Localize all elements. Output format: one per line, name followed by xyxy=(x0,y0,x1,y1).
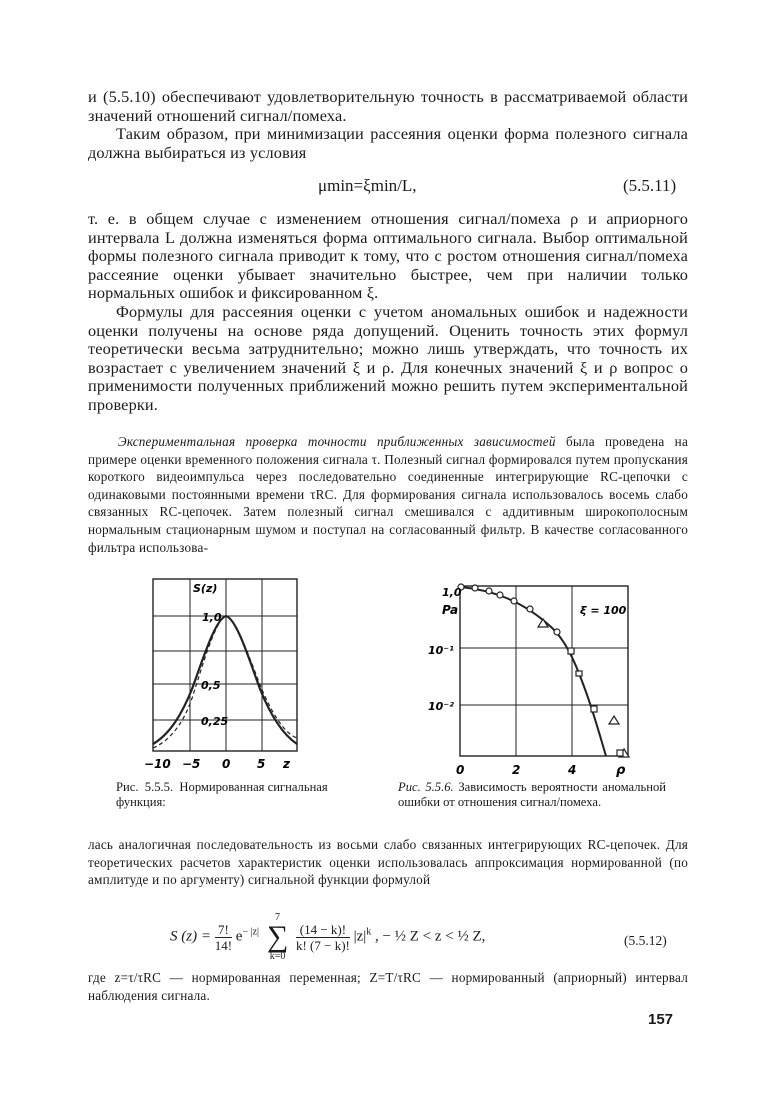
caption-text: Нормированная сигнальная функция: xyxy=(116,780,328,809)
exp-base: e xyxy=(235,928,243,945)
x-tick-0: 0 xyxy=(222,757,231,771)
paragraph-formulas: Формулы для рассеяния оценки с учетом аномальных ошибок и надежности оценки получены на основе ряда допущений. Оценить точность этих формул теоретически весьма затруднительно; можно лишь утверждать, что точность их возрастает с увеличением значений ξ и ρ. Для конечных значений ξ и ρ вопрос о применимости полученных приближений можно решить путем экспериментальной проверки. xyxy=(88,301,688,414)
caption-fig-5-5-5 xyxy=(116,780,366,810)
formula-lhs: S (z) = xyxy=(170,928,211,945)
y-tick-05: 0,5 xyxy=(201,679,221,692)
caption-number: 5.5.5. xyxy=(144,780,174,794)
italic-lead: Экспериментальная проверка точности приближенных зависимостей xyxy=(118,434,556,449)
paragraph-ie: т. е. в общем случае с изменением отношения сигнал/помеха ρ и априорного интервала L должна изменяться форма оптимального сигнала. Выбор оптимальной формы полезного сигнала приводит к тому, что с ростом отношения сигнал/помеха рассеяние оценки убывает значительно быстрее, чем при наличии только нормальных ошибок и фиксированном ξ. xyxy=(88,209,688,303)
y-tick-1e-1: 10⁻¹ xyxy=(428,644,454,657)
paragraph-body: была проведена на примере оценки временного положения сигнала τ. Полезный сигнал формировался путем пропускания короткого видеоимпульса через последовательно соединенные интегрирующие RC-цепочки с одинаковыми постоянными времени τRC. Для формирования сигнала использовалось восемь слабо связанных RC-цепочек. Затем полезный сигнал смешивался с аддитивным широкополосным нормальным стационарным шумом и поступал на согласованный фильтр. В качестве согласованного фильтра использова- xyxy=(88,434,688,555)
x-tick-m5: −5 xyxy=(182,757,201,771)
x-tick-4: 4 xyxy=(568,763,577,777)
y-axis-label: S(z) xyxy=(193,582,218,595)
coef-fraction: $\frac{7!}{14!}$ xyxy=(214,921,233,953)
equation-5-5-11: μmin=ξmin/L, xyxy=(318,176,417,195)
paragraph-where: где z=τ/τRC — нормированная переменная; Z=T/τRC — нормированный (априорный) интервал наблюдения сигнала. xyxy=(88,970,688,1003)
paragraph-continuation-small: лась аналогичная последовательность из восьми слабо связанных интегрирующих RC-цепочек. Для теоретических расчетов характеристик оценки использовалась аппроксимация нормированной (по амплитуде и по аргументу) сигнальной функции формулой xyxy=(88,837,688,888)
text-block-where xyxy=(88,969,688,1004)
paragraph-experimental xyxy=(88,433,688,556)
y-axis-label: Pa xyxy=(442,603,459,617)
x-tick-5: 5 xyxy=(257,757,266,771)
figure-anomalous-error-probability xyxy=(400,574,640,779)
x-tick-m10: −10 xyxy=(144,757,171,771)
xi-annotation: ξ = 100 xyxy=(580,604,627,617)
x-tick-0: 0 xyxy=(456,763,465,777)
equation-number-5-5-11: (5.5.11) xyxy=(623,176,677,195)
caption-prefix: Рис. xyxy=(116,780,139,794)
term-power: k xyxy=(366,926,372,938)
y-tick-1: 1,0 xyxy=(442,586,462,599)
text-block-small-2 xyxy=(88,836,688,889)
caption-prefix: Рис. 5.5.6. xyxy=(398,780,454,794)
x-tick-2: 2 xyxy=(512,763,521,777)
text-block-small-1 xyxy=(88,433,688,556)
x-axis-label: z xyxy=(283,757,290,771)
term-tail: |z| xyxy=(353,928,367,945)
text-block-top xyxy=(88,88,688,162)
caption-fig-5-5-6 xyxy=(398,780,666,810)
page-number: 157 xyxy=(648,1011,674,1028)
y-tick-1: 1,0 xyxy=(202,611,222,624)
equation-number-5-5-12: (5.5.12) xyxy=(624,933,667,948)
y-tick-025: 0,25 xyxy=(201,715,229,728)
paragraph-thus: Таким образом, при минимизации рассеяния оценки форма полезного сигнала должна выбираться из условия xyxy=(88,124,688,162)
figure-signal-function xyxy=(130,574,340,774)
caption-text: Зависимость вероятности аномальной ошибки от отношения сигнал/помеха. xyxy=(398,780,667,809)
y-tick-1e-2: 10⁻² xyxy=(428,700,454,713)
equation-5-5-12 xyxy=(170,912,485,962)
term-fraction: $\frac{(14 - k)!}{k! (7 - k)!}$ xyxy=(295,921,350,953)
summation: 7 ∑ k=0 xyxy=(266,912,289,962)
paragraph-continuation: и (5.5.10) обеспечивают удовлетворительную точность в рассматриваемой области значений отношений сигнал/помеха. xyxy=(88,87,688,125)
exp-power: − |z| xyxy=(242,926,260,938)
text-block-middle xyxy=(88,210,688,415)
x-axis-label: ρ xyxy=(616,763,626,778)
range: , − ½ Z < z < ½ Z, xyxy=(375,928,486,945)
